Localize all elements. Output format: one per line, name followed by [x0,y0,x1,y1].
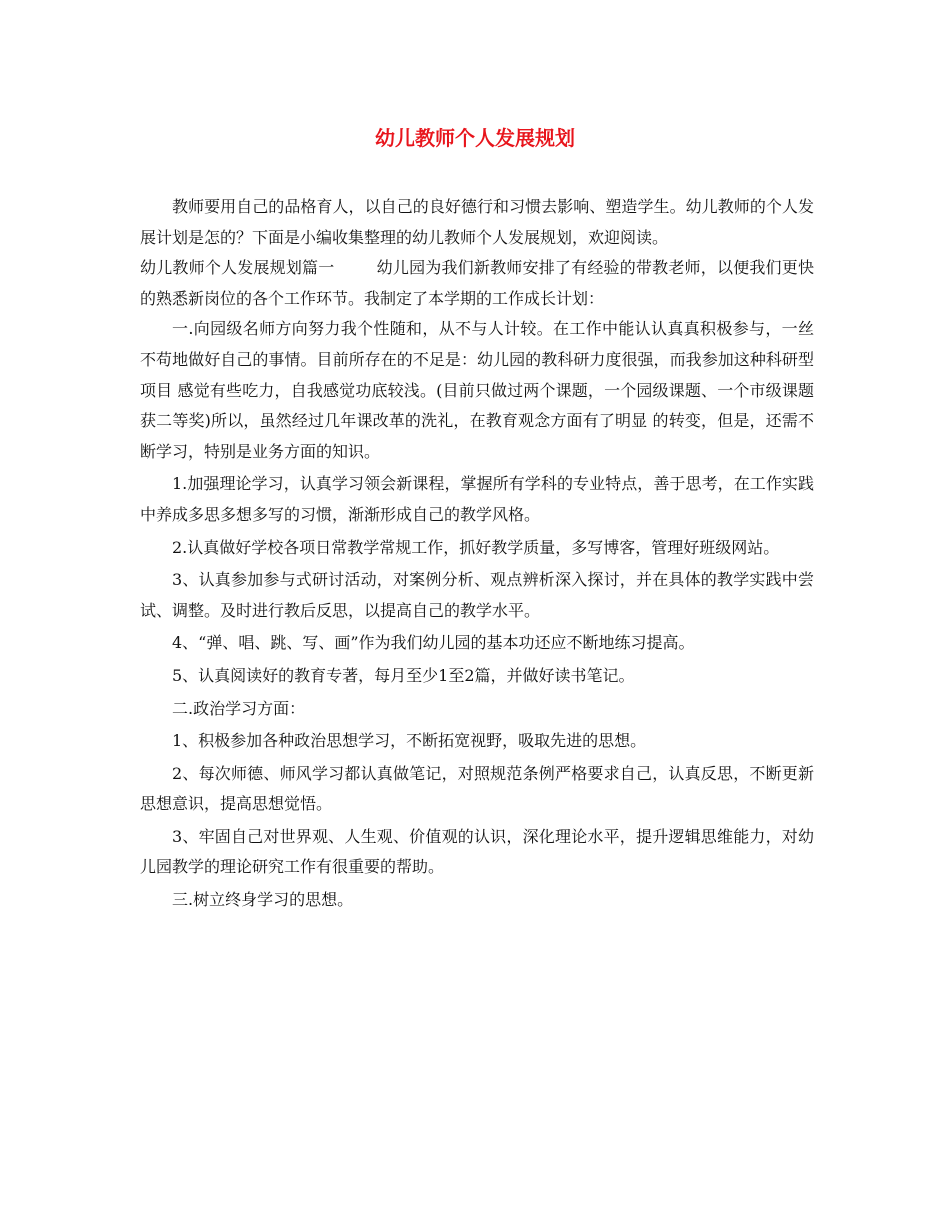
paragraph-item-5: 5、认真阅读好的教育专著，每月至少1至2篇，并做好读书笔记。 [172,665,635,685]
paragraph-direction: 一.向园级名师方向努力我个性随和，从不与人计较。在工作中能认认真真积极参与，一丝不苟地做好自己的事情。目前所存在的不足是：幼儿园的教科研力度很强，而我参加这种科研型项目 感觉有些吃力，自我感觉功底较浅。(目前只做过两个课题，一个园级课题、一个市级课题获二等奖)所以，虽然经过几年课改革的洗礼，在教育观念方面有了明显 的转变，但是，还需不断学习，特别是业务方面的知识。 [140,319,814,461]
intro-paragraph: 教师要用自己的品格育人，以自己的良好德行和习惯去影响、塑造学生。幼儿教师的个人发展计划是怎的？下面是小编收集整理的幼儿教师个人发展规划，欢迎阅读。 [140,197,814,247]
paragraph-item-3: 3、认真参加参与式研讨活动，对案例分析、观点辨析深入探讨，并在具体的教学实践中尝试、调整。及时进行教后反思，以提高自己的教学水平。 [140,570,814,620]
document-title: 幼儿教师个人发展规划 [375,126,575,150]
paragraph-politics-2: 2、每次师德、师风学习都认真做笔记，对照规范条例严格要求自己，认真反思，不断更新思想意识，提高思想觉悟。 [140,763,814,814]
section-paragraph [140,253,814,314]
paragraph-item-2: 2.认真做好学校各项日常教学常规工作，抓好教学质量，多写博客，管理好班级网站。 [172,537,780,557]
paragraph-item-4: 4、“弹、唱、跳、写、画”作为我们幼儿园的基本功还应不断地练习提高。 [172,633,695,653]
paragraph-item-1: 1.加强理论学习，认真学习领会新课程，掌握所有学科的专业特点，善于思考，在工作实践中养成多思多想多写的习惯，渐渐形成自己的教学风格。 [140,474,814,524]
document-body [140,192,814,916]
paragraph-lifelong-heading: 三.树立终身学习的思想。 [172,890,354,910]
paragraph-politics-1: 1、积极参加各种政治思想学习，不断拓宽视野，吸取先进的思想。 [172,731,647,751]
paragraph-politics-heading: 二.政治学习方面： [172,698,306,718]
section-intro: 幼儿园为我们新教师安排了有经验的带教老师，以便我们更快的熟悉新岗位的各个工作环节。我制定了本学期的工作成长计划： [140,258,814,308]
section-heading: 幼儿教师个人发展规划篇一 [140,258,335,278]
paragraph-politics-3: 3、牢固自己对世界观、人生观、价值观的认识，深化理论水平，提升逻辑思维能力，对幼儿园教学的理论研究工作有很重要的帮助。 [140,826,814,877]
